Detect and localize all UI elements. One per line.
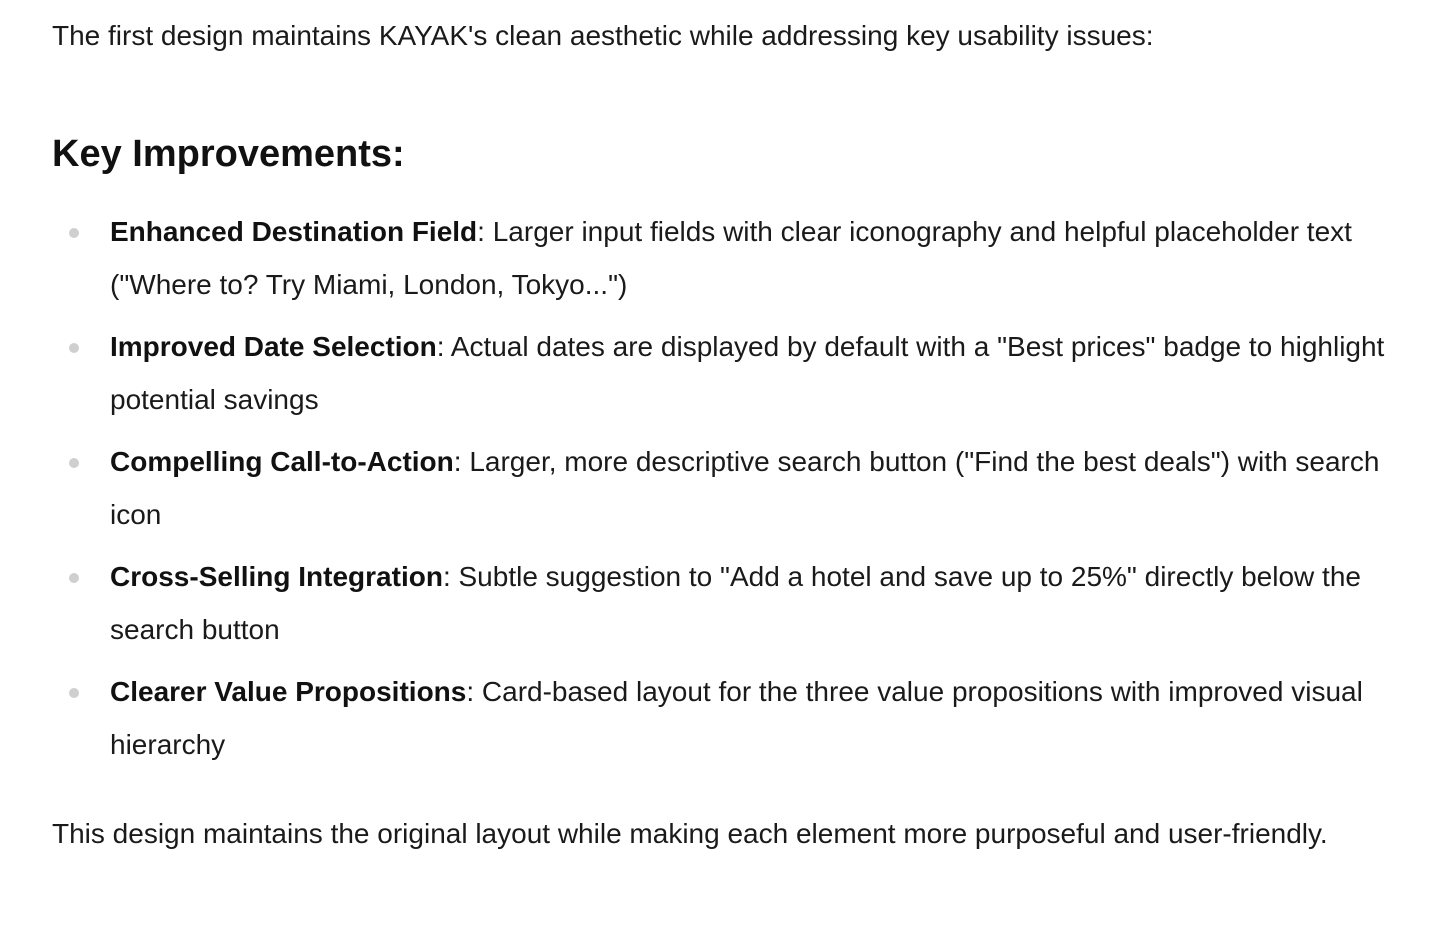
list-item: [52, 550, 1412, 656]
bullet-dot-icon: [69, 688, 79, 698]
bullet-dot-icon: [69, 458, 79, 468]
section-heading: Key Improvements:: [52, 133, 405, 175]
list-item-title: Cross-Selling Integration: [110, 561, 443, 592]
list-item: [52, 665, 1412, 771]
list-item-title: Enhanced Destination Field: [110, 216, 478, 247]
improvements-list: [52, 205, 1412, 780]
bullet-dot-icon: [69, 343, 79, 353]
intro-paragraph: The first design maintains KAYAK's clean aesthetic while addressing key usability issues:: [52, 20, 1154, 51]
bullet-dot-icon: [69, 228, 79, 238]
list-item: [52, 205, 1412, 311]
list-item-title: Clearer Value Propositions: [110, 676, 467, 707]
list-item: [52, 320, 1412, 426]
list-item-title: Compelling Call-to-Action: [110, 446, 454, 477]
list-item-text: : Subtle suggestion to "Add a hotel and save up to 25%" directly below the search button: [110, 561, 1361, 645]
list-item-text: : Larger, more descriptive search button ("Find the best deals") with search icon: [110, 446, 1380, 530]
list-item: [52, 435, 1412, 541]
bullet-dot-icon: [69, 573, 79, 583]
list-item-text: : Larger input fields with clear iconography and helpful placeholder text ("Where to? Try Miami, London, Tokyo..."): [110, 216, 1352, 300]
list-item-text: : Card-based layout for the three value propositions with improved visual hierarchy: [110, 676, 1363, 760]
list-item-text: : Actual dates are displayed by default with a "Best prices" badge to highlight potential savings: [110, 331, 1385, 415]
closing-paragraph: This design maintains the original layout while making each element more purposeful and user-friendly.: [52, 818, 1328, 849]
list-item-title: Improved Date Selection: [110, 331, 437, 362]
